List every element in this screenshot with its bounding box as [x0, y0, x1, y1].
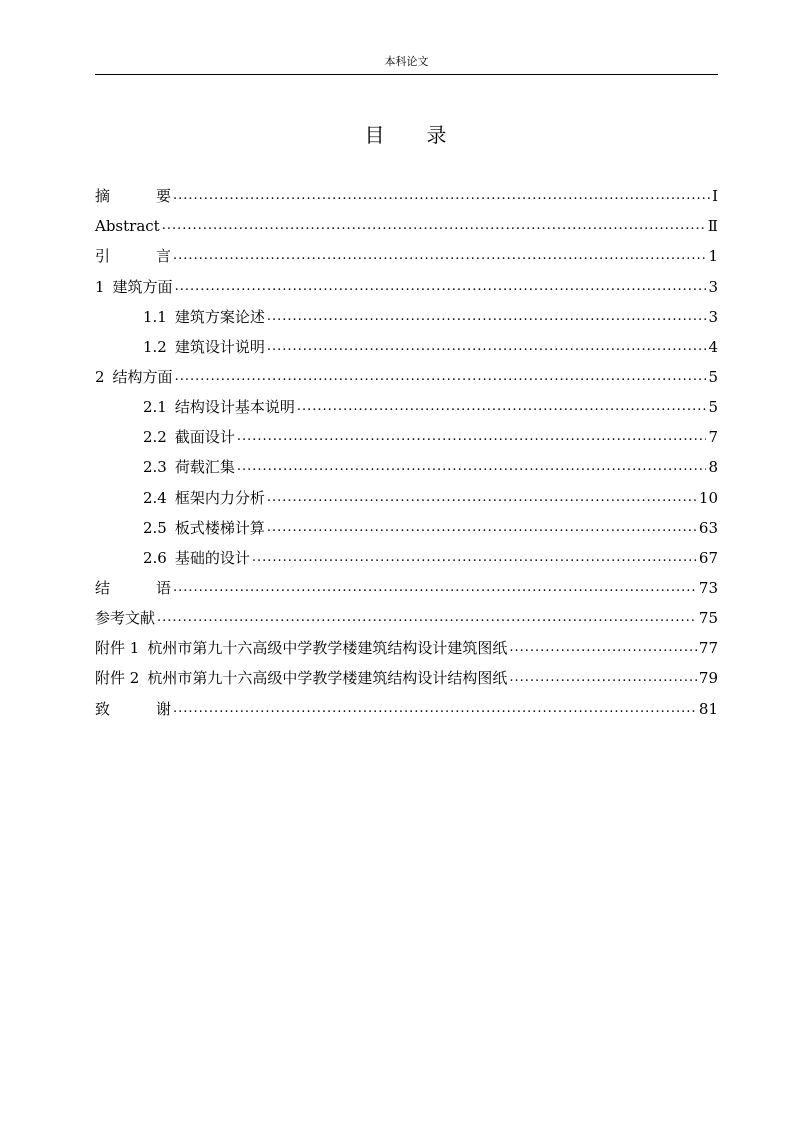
toc-entry-label: [95, 277, 173, 297]
toc-title-right: 录: [426, 123, 449, 147]
toc-entry[interactable]: [95, 508, 718, 538]
toc-entry-page: 63: [698, 518, 718, 537]
toc-entry-label: [143, 457, 235, 477]
toc-leader-dots: [175, 367, 707, 387]
toc-leader-dots: [297, 397, 707, 417]
toc-entry-label: [143, 397, 295, 417]
toc-entry-label: [143, 518, 265, 538]
toc-entry-page: 75: [698, 609, 718, 628]
toc-entry-text: 基础的设计: [174, 548, 250, 567]
toc-entry-number: 2.1: [143, 398, 167, 417]
toc-leader-dots: [173, 699, 697, 719]
toc-entry-text: Abstract: [95, 217, 160, 236]
toc-entry-number: 2.2: [143, 428, 167, 447]
toc-entry-label: [95, 699, 171, 719]
toc-entry-page: Ⅱ: [707, 217, 718, 236]
toc-leader-dots: [237, 427, 707, 447]
toc-entry-label: [95, 246, 171, 266]
toc-entry[interactable]: [95, 327, 718, 357]
toc-entry[interactable]: [95, 236, 718, 266]
toc-entry[interactable]: [95, 297, 718, 327]
toc-entry-number: 2.6: [143, 548, 167, 567]
toc-entry-label: [95, 578, 171, 598]
toc-entry-label: [143, 337, 265, 357]
toc-entry-label: [95, 608, 155, 628]
toc-entry[interactable]: [95, 658, 718, 688]
toc-entry-text: 建筑方案论述: [174, 307, 265, 326]
toc-entry-text: 板式楼梯计算: [174, 518, 265, 537]
toc-entry-page: Ⅰ: [712, 187, 718, 206]
toc-entry-number: 1.1: [143, 307, 167, 326]
toc-entry-label: [95, 638, 507, 658]
toc-entry[interactable]: [95, 538, 718, 568]
toc-leader-dots: [267, 307, 707, 327]
toc-entry-text: 建筑设计说明: [174, 337, 265, 356]
table-of-contents: [95, 176, 718, 719]
toc-entry-label: [143, 307, 265, 327]
toc-title: [95, 122, 718, 148]
toc-leader-dots: [237, 457, 707, 477]
toc-entry-text: 引 言: [95, 247, 171, 266]
toc-entry-page: 67: [698, 548, 718, 567]
toc-entry[interactable]: [95, 477, 718, 507]
toc-entry-number: 2: [95, 367, 105, 386]
toc-entry-page: 81: [698, 699, 718, 718]
toc-entry-number: 2.5: [143, 518, 167, 537]
toc-leader-dots: [267, 518, 697, 538]
toc-entry-number: 1.2: [143, 337, 167, 356]
toc-leader-dots: [175, 277, 707, 297]
toc-entry-page: 5: [708, 398, 718, 417]
toc-entry-page: 7: [708, 428, 718, 447]
toc-leader-dots: [173, 246, 706, 266]
toc-leader-dots: [173, 578, 697, 598]
toc-entry-label: [95, 216, 160, 236]
toc-entry-text: 摘 要: [95, 187, 171, 206]
toc-entry-label: [143, 488, 265, 508]
toc-entry-text: 截面设计: [174, 428, 235, 447]
toc-entry[interactable]: [95, 598, 718, 628]
toc-leader-dots: [157, 608, 697, 628]
toc-entry-label: [143, 548, 250, 568]
toc-entry-page: 1: [708, 247, 718, 266]
toc-entry[interactable]: [95, 568, 718, 598]
toc-leader-dots: [252, 548, 697, 568]
toc-leader-dots: [162, 216, 706, 236]
toc-entry-page: 10: [698, 488, 718, 507]
toc-entry-number: 附件 2: [95, 669, 140, 688]
toc-entry[interactable]: [95, 357, 718, 387]
toc-entry[interactable]: [95, 266, 718, 296]
toc-entry-page: 4: [708, 337, 718, 356]
toc-entry[interactable]: [95, 176, 718, 206]
toc-entry-page: 8: [708, 458, 718, 477]
toc-entry-label: [143, 427, 235, 447]
toc-entry[interactable]: [95, 206, 718, 236]
toc-leader-dots: [173, 186, 710, 206]
toc-title-left: 目: [364, 123, 387, 147]
toc-entry-text: 结 语: [95, 578, 171, 597]
toc-entry[interactable]: [95, 387, 718, 417]
toc-entry-text: 建筑方面: [112, 277, 173, 296]
toc-entry-label: [95, 186, 171, 206]
toc-entry-text: 致 谢: [95, 699, 171, 718]
toc-entry-text: 框架内力分析: [174, 488, 265, 507]
toc-entry-text: 杭州市第九十六高级中学教学楼建筑结构设计结构图纸: [147, 669, 508, 688]
toc-entry-text: 杭州市第九十六高级中学教学楼建筑结构设计建筑图纸: [147, 639, 508, 658]
toc-entry-label: [95, 668, 507, 688]
toc-entry-number: 2.3: [143, 458, 167, 477]
toc-entry-text: 结构设计基本说明: [174, 398, 295, 417]
toc-entry[interactable]: [95, 688, 718, 718]
toc-entry-text: 参考文献: [95, 609, 156, 628]
toc-entry-text: 荷载汇集: [174, 458, 235, 477]
toc-entry-number: 1: [95, 277, 105, 296]
toc-entry-page: 3: [708, 307, 718, 326]
toc-entry[interactable]: [95, 447, 718, 477]
toc-entry[interactable]: [95, 628, 718, 658]
toc-leader-dots: [509, 638, 697, 658]
toc-entry-page: 5: [708, 367, 718, 386]
toc-entry-page: 73: [698, 578, 718, 597]
page-header: [95, 56, 718, 75]
toc-entry-page: 3: [708, 277, 718, 296]
header-text: 本科论文: [384, 55, 429, 68]
toc-entry-text: 结构方面: [112, 367, 173, 386]
toc-leader-dots: [267, 337, 707, 357]
toc-entry-page: 79: [698, 669, 718, 688]
toc-leader-dots: [267, 488, 697, 508]
toc-entry-label: [95, 367, 173, 387]
toc-entry-page: 77: [698, 639, 718, 658]
toc-entry-number: 附件 1: [95, 639, 140, 658]
toc-entry-number: 2.4: [143, 488, 167, 507]
toc-entry[interactable]: [95, 417, 718, 447]
toc-leader-dots: [509, 668, 697, 688]
